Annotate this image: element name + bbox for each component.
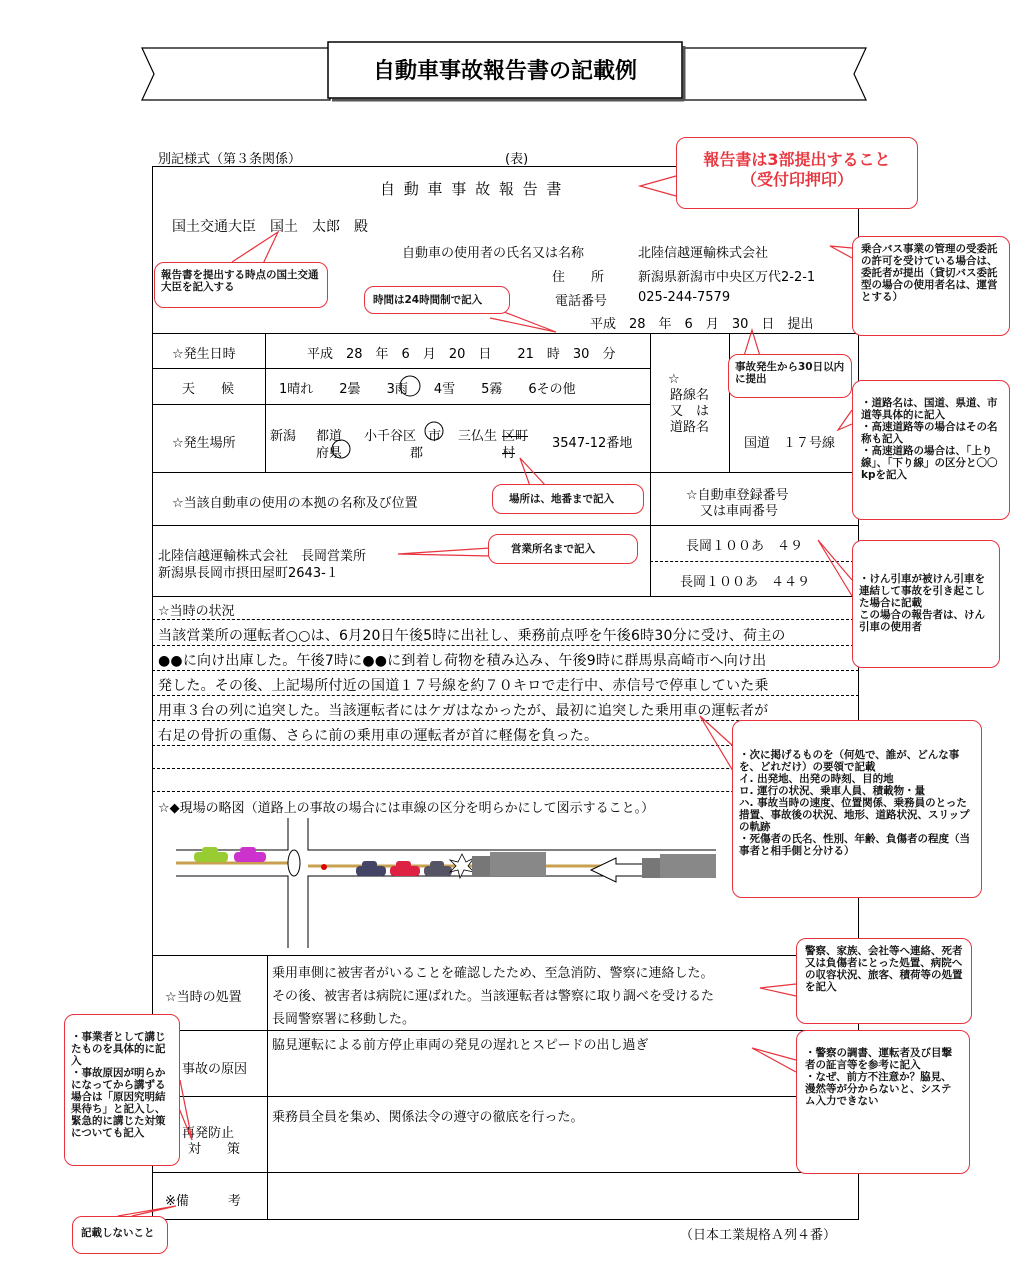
place-mura: 村 — [502, 446, 516, 461]
weather-option-4: 4雪 — [433, 382, 456, 397]
action-label: ☆当時の処置 — [165, 990, 242, 1005]
action-line-2: その後、被害者は病院に運ばれた。当該運転者は警察に取り調べを受けるた — [272, 989, 715, 1004]
office-name-note: 営業所名まで記入 — [488, 534, 638, 564]
owner-label: 自動車の使用者の氏名又は名称 — [402, 246, 585, 261]
situation-label: ☆当時の状況 — [158, 604, 235, 619]
action-guide-note: 警察、家族、会社等へ連絡、死者又は負傷者にとった処置、病院への収容状況、旅客、積荷等の処置を記入 — [796, 938, 972, 1024]
submit-date: 平成 28 年 6 月 30 日 提出 — [590, 317, 814, 332]
time-24h-note: 時間は24時間制で記入 — [364, 286, 510, 314]
weather-option-5: 5霧 — [481, 382, 503, 397]
cause-label: 事故の原因 — [182, 1062, 248, 1077]
owner-value: 北陸信越運輸株式会社 — [638, 246, 769, 261]
reg-number-1: 長岡１００あ ４９ — [686, 539, 804, 554]
weather-option-2: 2曇 — [339, 382, 361, 397]
phone-label: 電話番号 — [555, 294, 608, 309]
footer-note: （日本工業規格Ａ列４番） — [680, 1228, 837, 1243]
situation-line-1: 当該営業所の運転者○○は、6月20日午後5時に出社し、乗務前点呼を午後6時30分に受け、荷主の — [158, 628, 786, 644]
place-todou: 都道 — [316, 429, 343, 444]
place-shi: 市 — [428, 429, 442, 444]
submit-copies-line-2: （受付印押印） — [740, 170, 853, 189]
reg-number-2: 長岡１００あ ４４９ — [680, 575, 811, 590]
form-title: 自 動 車 事 故 報 告 書 — [380, 180, 564, 198]
phone-value: 025-244-7579 — [638, 290, 731, 305]
place-fuken: 府県 — [316, 446, 343, 461]
occurrence-value: 平成 28 年 6 月 20 日 21 時 30 分 — [307, 347, 616, 362]
no-entry-note: 記載しないこと — [72, 1216, 168, 1254]
place-number: 3547-12番地 — [552, 436, 633, 451]
reg-label-1: ☆自動車登録番号 — [686, 488, 789, 503]
submit-copies-line-1: 報告書は3部提出すること — [703, 150, 891, 169]
situation-line-2: ●●に向け出庫した。午後7時に●●に到着し荷物を積み込み、午後9時に群馬県高崎市へ向け出 — [158, 653, 767, 669]
banner-title: 自動車事故報告書の記載例 — [372, 59, 637, 84]
situation-line-3: 発した。その後、上記場所付近の国道１７号線を約７０キロで走行中、赤信号で停車していた乗 — [158, 678, 769, 694]
action-line-1: 乗用車側に被害者がいることを確認したため、至急消防、警察に連絡した。 — [272, 966, 714, 981]
base-name: 北陸信越運輸株式会社 長岡営業所 — [158, 549, 367, 564]
weather-label: 天 候 — [182, 382, 235, 397]
towing-note: ・けん引車が被けん引車を連結して事故を引き起こした場合に記載 この場合の報告者は、けん引車の使用者 — [852, 540, 1000, 668]
situation-line-4: 用車３台の列に追突した。当該運転者にはケガはなかったが、最初に追突した乗用車の運転者が — [158, 703, 769, 719]
occurrence-label: ☆発生日時 — [172, 347, 236, 362]
cause-guide-note: ・警察の調書、運転者及び目撃者の証言等を参考に記入 ・なぜ、前方不注意か？脇見、漫然等が分からないと、システム入力できない — [796, 1030, 970, 1174]
place-gun: 郡 — [410, 446, 424, 461]
address-value: 新潟県新潟市中央区万代2-2-1 — [638, 270, 816, 285]
submit-copies-note — [676, 137, 918, 209]
situation-guide-note: ・次に掲げるものを（何処で、誰が、どんな事を、どれだけ）の要領で記載 イ. 出発地、出発の時刻、目的地 ロ. 運行の状況、乗車人員、積載物・量 ハ. 事故当時の速度、位置関係、乗務員のとった措置、事故後の状況、地形、道路状況、スリップの軌跡 ・死傷者の氏名、性別、年齢、負傷者の程度（当事者と相手側と分ける） — [732, 720, 982, 898]
place-pref: 新潟 — [270, 429, 297, 444]
measures-guide-note: ・事業者として講じたものを具体的に記入 ・事故原因が明らかになってから講ずる場合は「原因究明結果待ち」と記入し、緊急的に講じた対策についても記入 — [64, 1014, 180, 1166]
place-town: 三仏生 — [458, 429, 498, 444]
form-side: (表) — [505, 152, 529, 167]
remarks-label: ※備 考 — [165, 1194, 241, 1209]
prevention-label-2: 対 策 — [188, 1142, 241, 1157]
prevention-value: 乗務員全員を集め、関係法令の遵守の徹底を行った。 — [272, 1110, 584, 1125]
weather-option-6: 6その他 — [528, 382, 576, 397]
prevention-label-1: 再発防止 — [182, 1126, 235, 1141]
place-kumachi: 区町 — [502, 429, 529, 444]
action-line-3: 長岡警察署に移動した。 — [272, 1012, 416, 1027]
weather-option-3: 3雨 — [386, 382, 408, 397]
form-ref: 別記様式（第３条関係） — [158, 152, 302, 167]
weather-option-1: 1晴れ — [279, 382, 314, 397]
place-detail-note: 場所は、地番まで記入 — [492, 484, 644, 514]
route-value: 国道 １７号線 — [744, 436, 836, 451]
sketch-label: ☆◆現場の略図（道路上の事故の場合には車線の区分を明らかにして図示すること。） — [158, 801, 655, 816]
place-label: ☆発生場所 — [172, 436, 236, 451]
addressee: 国土交通大臣 国土 太郎 殿 — [172, 219, 368, 235]
place-city: 小千谷区 — [364, 429, 417, 444]
minister-note: 報告書を提出する時点の国土交通大臣を記入する — [154, 262, 328, 308]
cause-value: 脇見運転による前方停止車両の発見の遅れとスピードの出し過ぎ — [272, 1038, 649, 1053]
situation-line-5: 右足の骨折の重傷、さらに前の乗用車の運転者が首に軽傷を負った。 — [158, 728, 599, 744]
base-address: 新潟県長岡市摂田屋町2643-１ — [158, 566, 339, 581]
reg-label-2: 又は車両番号 — [700, 504, 779, 519]
within-30-days-note: 事故発生から30日以内に提出 — [728, 354, 852, 398]
address-label: 住 所 — [552, 270, 605, 285]
road-name-note: ・道路名は、国道、県道、市道等具体的に記入 ・高速道路等の場合はその名称も記入 ・高速道路の場合は、「上り線」、「下り線」の区分と〇〇kpを記入 — [852, 380, 1010, 520]
bus-consignment-note: 乗合バス事業の管理の受委託の許可を受けている場合は、委託者が提出（貸切バス委託型の場合の使用者名は、運営とする） — [852, 236, 1010, 336]
route-label: 路線名 又 は 道路名 — [670, 388, 710, 435]
route-star: ☆ — [668, 372, 680, 387]
base-label: ☆当該自動車の使用の本拠の名称及び位置 — [172, 496, 418, 511]
